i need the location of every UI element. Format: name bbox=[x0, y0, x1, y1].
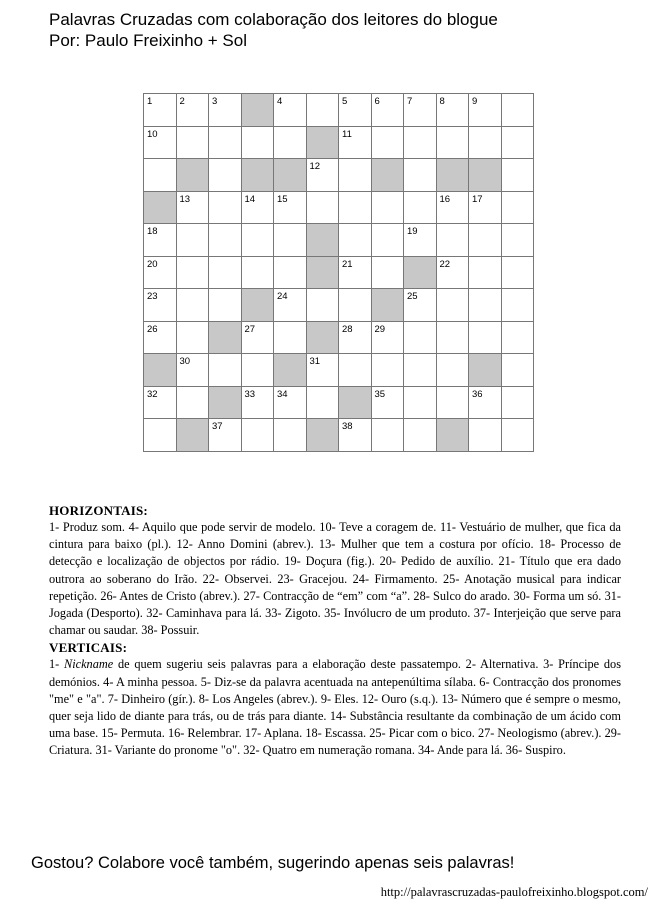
grid-cell-black bbox=[242, 159, 275, 192]
grid-cell[interactable] bbox=[372, 419, 405, 452]
grid-cell[interactable] bbox=[274, 257, 307, 290]
grid-cell[interactable] bbox=[274, 419, 307, 452]
cell-number: 33 bbox=[244, 388, 256, 400]
grid-cell[interactable] bbox=[274, 94, 307, 127]
grid-cell-black bbox=[144, 354, 177, 387]
cell-number: 3 bbox=[212, 96, 218, 107]
grid-cell[interactable] bbox=[209, 127, 242, 160]
grid-cell[interactable] bbox=[339, 322, 372, 355]
grid-cell[interactable] bbox=[502, 257, 535, 290]
cell-number: 2 bbox=[179, 96, 185, 107]
grid-cell-black bbox=[209, 387, 242, 420]
grid-cell[interactable] bbox=[404, 159, 437, 192]
grid-cell[interactable] bbox=[242, 224, 275, 257]
grid-cell[interactable] bbox=[242, 387, 275, 420]
cell-number: 19 bbox=[407, 226, 418, 237]
grid-cell[interactable] bbox=[437, 94, 470, 127]
grid-cell[interactable] bbox=[339, 94, 372, 127]
cell-number: 6 bbox=[374, 96, 380, 107]
grid-cell[interactable] bbox=[404, 127, 437, 160]
grid-cell[interactable] bbox=[502, 127, 535, 160]
footer-message: Gostou? Colabore você também, sugerindo apenas seis palavras! bbox=[31, 854, 515, 872]
grid-cell[interactable] bbox=[469, 257, 502, 290]
grid-cell[interactable] bbox=[209, 354, 242, 387]
grid-cell[interactable] bbox=[307, 159, 340, 192]
grid-cell-black bbox=[177, 159, 210, 192]
grid-cell[interactable] bbox=[242, 127, 275, 160]
cell-number: 14 bbox=[244, 193, 256, 205]
cell-number: 10 bbox=[147, 128, 158, 140]
grid-cell[interactable] bbox=[502, 419, 535, 452]
grid-cell[interactable] bbox=[437, 354, 470, 387]
grid-cell-black bbox=[339, 387, 372, 420]
grid-cell-black bbox=[242, 289, 275, 322]
grid-cell[interactable] bbox=[144, 159, 177, 192]
cell-number: 26 bbox=[147, 323, 158, 335]
grid-cell[interactable] bbox=[372, 127, 405, 160]
cell-number: 28 bbox=[342, 323, 353, 335]
cell-number: 8 bbox=[439, 96, 445, 107]
grid-cell[interactable] bbox=[339, 257, 372, 290]
cell-number: 23 bbox=[147, 291, 158, 302]
cell-number: 12 bbox=[309, 161, 321, 172]
grid-cell[interactable] bbox=[144, 224, 177, 257]
grid-cell[interactable] bbox=[469, 127, 502, 160]
crossword-grid bbox=[143, 93, 534, 452]
grid-cell[interactable] bbox=[242, 419, 275, 452]
cell-number: 17 bbox=[472, 193, 483, 205]
grid-cell[interactable] bbox=[502, 94, 535, 127]
grid-cell[interactable] bbox=[242, 257, 275, 290]
grid-cell[interactable] bbox=[177, 354, 210, 387]
grid-cell-black bbox=[307, 127, 340, 160]
cell-number: 11 bbox=[342, 128, 352, 140]
cell-number: 20 bbox=[147, 258, 158, 270]
grid-cell[interactable] bbox=[437, 192, 470, 225]
grid-cell[interactable] bbox=[372, 354, 405, 387]
grid-cell[interactable] bbox=[404, 387, 437, 420]
grid-cell-black bbox=[469, 159, 502, 192]
cell-number: 38 bbox=[342, 421, 353, 432]
grid-cell[interactable] bbox=[437, 387, 470, 420]
grid-cell[interactable] bbox=[177, 257, 210, 290]
title-line-2: Por: Paulo Freixinho + Sol bbox=[49, 31, 247, 50]
grid-cell[interactable] bbox=[469, 322, 502, 355]
cell-number: 4 bbox=[277, 96, 283, 107]
verticais-first-number: 1- bbox=[49, 657, 60, 672]
cell-number: 34 bbox=[277, 388, 288, 400]
grid-cell[interactable] bbox=[209, 159, 242, 192]
grid-cell[interactable] bbox=[339, 159, 372, 192]
grid-cell[interactable] bbox=[177, 289, 210, 322]
grid-cell[interactable] bbox=[274, 224, 307, 257]
cell-number: 7 bbox=[407, 96, 413, 107]
cell-number: 16 bbox=[439, 193, 451, 205]
title-line-1: Palavras Cruzadas com colaboração dos leitores do blogue bbox=[49, 10, 498, 29]
cell-number: 22 bbox=[439, 258, 451, 270]
grid-cell[interactable] bbox=[339, 192, 372, 225]
grid-cell[interactable] bbox=[404, 354, 437, 387]
grid-cell[interactable] bbox=[437, 127, 470, 160]
grid-cell-black bbox=[307, 224, 340, 257]
grid-cell-black bbox=[372, 289, 405, 322]
grid-cell[interactable] bbox=[469, 192, 502, 225]
grid-cell[interactable] bbox=[274, 127, 307, 160]
grid-cell[interactable] bbox=[339, 224, 372, 257]
grid-cell[interactable] bbox=[144, 387, 177, 420]
grid-cell[interactable] bbox=[339, 419, 372, 452]
grid-cell[interactable] bbox=[307, 192, 340, 225]
grid-cell[interactable] bbox=[372, 257, 405, 290]
grid-cell-black bbox=[177, 419, 210, 452]
grid-cell-black bbox=[242, 94, 275, 127]
grid-cell[interactable] bbox=[144, 322, 177, 355]
grid-cell[interactable] bbox=[209, 289, 242, 322]
grid-cell-black bbox=[307, 322, 340, 355]
grid-cell[interactable] bbox=[437, 322, 470, 355]
grid-cell-black bbox=[307, 257, 340, 290]
grid-cell[interactable] bbox=[469, 224, 502, 257]
grid-cell[interactable] bbox=[372, 192, 405, 225]
cell-number: 15 bbox=[277, 193, 288, 205]
grid-cell[interactable] bbox=[307, 94, 340, 127]
grid-cell-black bbox=[372, 159, 405, 192]
grid-cell[interactable] bbox=[404, 94, 437, 127]
grid-cell-black bbox=[144, 192, 177, 225]
cell-number: 30 bbox=[179, 356, 191, 367]
grid-cell[interactable] bbox=[404, 322, 437, 355]
grid-cell[interactable] bbox=[404, 192, 437, 225]
grid-cell[interactable] bbox=[144, 94, 177, 127]
grid-cell[interactable] bbox=[339, 354, 372, 387]
grid-cell[interactable] bbox=[502, 159, 535, 192]
grid-cell[interactable] bbox=[144, 257, 177, 290]
grid-cell-black bbox=[209, 322, 242, 355]
verticais-clues-text: de quem sugeriu seis palavras para a elaboração deste passatempo. 2- Alternativa. 3- Príncipe dos demónios. 4- A minha pessoa. 5- Diz-se da palavra acentuada na antepenúltima sílaba. 6- Contracção dos pronomes "me" e "a". 7- Dinheiro (gír.). 8- Los Angeles (abrev.). 9- Eles. 12- Ouro (s.q.). 13- Número que é sempre o mesmo, quer seja lido de diante para trás, ou de trás para diante. 14- Substância resultante da combinação de um ácido com uma base. 15- Permuta. 16- Relembrar. 17- Aplana. 18- Escassa. 25- Picar com o bico. 27- Neologismo (abrev.). 29- Criatura. 31- Variante do pronome "o". 32- Quatro em numeração romana. 34- Ande para lá. 36- Suspiro. bbox=[49, 657, 621, 758]
horizontais-clues: 1- Produz som. 4- Aquilo que pode servir de modelo. 10- Teve a coragem de. 11- Vestuário de mulher, que fica da cintura para baixo (pl.). 12- Anno Domini (abrev.). 13- Mulher que tem a costura por ofício. 18- Processo de detecção e localização de objectos por rádio. 19- Doçura (fig.). 20- Pedido de auxílio. 21- Título que era dado outrora ao soberano do Irão. 22- Observei. 23- Gracejou. 24- Firmamento. 25- Anotação musical para indicar repetição. 26- Antes de Cristo (abrev.). 27- Contracção de “em” com “a”. 28- Sulco do arado. 30- Forma um só. 31- Jogada (Desporto). 32- Caminhava para lá. 33- Zigoto. 35- Invólucro de um produto. 37- Interjeição que serve para chamar ou saudar. 38- Possuir. bbox=[49, 520, 621, 638]
grid-cell[interactable] bbox=[177, 224, 210, 257]
grid-cell[interactable] bbox=[372, 94, 405, 127]
cell-number: 21 bbox=[342, 258, 353, 270]
grid-cell[interactable] bbox=[372, 322, 405, 355]
grid-cell-black bbox=[404, 257, 437, 290]
grid-cell[interactable] bbox=[339, 127, 372, 160]
cell-number: 25 bbox=[407, 291, 418, 302]
grid-cell[interactable] bbox=[307, 387, 340, 420]
grid-cell-black bbox=[274, 159, 307, 192]
cell-number: 35 bbox=[374, 388, 386, 400]
cell-number: 24 bbox=[277, 291, 288, 302]
grid-cell[interactable] bbox=[404, 419, 437, 452]
grid-cell-black bbox=[307, 419, 340, 452]
grid-cell[interactable] bbox=[502, 354, 535, 387]
grid-cell[interactable] bbox=[469, 419, 502, 452]
grid-cell[interactable] bbox=[242, 192, 275, 225]
cell-number: 29 bbox=[374, 323, 386, 335]
verticais-clues bbox=[49, 656, 621, 759]
grid-cell[interactable] bbox=[502, 224, 535, 257]
horizontais-heading: HORIZONTAIS: bbox=[49, 503, 148, 518]
grid-cell[interactable] bbox=[274, 289, 307, 322]
cell-number: 5 bbox=[342, 96, 348, 107]
cell-number: 37 bbox=[212, 421, 223, 432]
verticais-first-italic: Nickname bbox=[64, 657, 114, 672]
grid-cell[interactable] bbox=[144, 419, 177, 452]
grid-cell[interactable] bbox=[209, 192, 242, 225]
cell-number: 27 bbox=[244, 323, 256, 335]
grid-cell[interactable] bbox=[209, 257, 242, 290]
page-title bbox=[49, 9, 649, 51]
grid-cell[interactable] bbox=[502, 322, 535, 355]
grid-cell[interactable] bbox=[242, 354, 275, 387]
grid-cell[interactable] bbox=[437, 257, 470, 290]
grid-cell[interactable] bbox=[177, 192, 210, 225]
clues-section bbox=[49, 502, 621, 760]
grid-cell[interactable] bbox=[209, 94, 242, 127]
grid-cell[interactable] bbox=[372, 387, 405, 420]
grid-cell[interactable] bbox=[177, 387, 210, 420]
blog-url-link[interactable]: http://palavrascruzadas-paulofreixinho.blogspot.com/ bbox=[380, 885, 648, 899]
grid-cell[interactable] bbox=[209, 419, 242, 452]
grid-cell-black bbox=[274, 354, 307, 387]
grid-cell[interactable] bbox=[177, 127, 210, 160]
grid-cell[interactable] bbox=[242, 322, 275, 355]
grid-cell[interactable] bbox=[502, 192, 535, 225]
grid-cell[interactable] bbox=[469, 387, 502, 420]
cell-number: 9 bbox=[472, 96, 478, 107]
grid-cell-black bbox=[469, 354, 502, 387]
grid-cell-black bbox=[437, 419, 470, 452]
verticais-heading: VERTICAIS: bbox=[49, 640, 128, 656]
grid-cell[interactable] bbox=[404, 289, 437, 322]
grid-cell[interactable] bbox=[144, 127, 177, 160]
grid-cell[interactable] bbox=[437, 289, 470, 322]
grid-cell[interactable] bbox=[274, 322, 307, 355]
cell-number: 36 bbox=[472, 388, 483, 400]
grid-cell[interactable] bbox=[437, 224, 470, 257]
grid-cell[interactable] bbox=[177, 322, 210, 355]
grid-cell[interactable] bbox=[372, 224, 405, 257]
grid-cell[interactable] bbox=[144, 289, 177, 322]
cell-number: 18 bbox=[147, 226, 158, 237]
grid-cell[interactable] bbox=[274, 192, 307, 225]
grid-cell[interactable] bbox=[502, 289, 535, 322]
grid-cell[interactable] bbox=[502, 387, 535, 420]
grid-cell[interactable] bbox=[177, 94, 210, 127]
grid-cell[interactable] bbox=[307, 289, 340, 322]
cell-number: 1 bbox=[147, 96, 153, 107]
grid-cell[interactable] bbox=[404, 224, 437, 257]
grid-cell[interactable] bbox=[307, 354, 340, 387]
grid-cell[interactable] bbox=[274, 387, 307, 420]
grid-cell[interactable] bbox=[209, 224, 242, 257]
cell-number: 32 bbox=[147, 388, 158, 400]
grid-cell[interactable] bbox=[469, 289, 502, 322]
grid-cell[interactable] bbox=[339, 289, 372, 322]
grid-cell[interactable] bbox=[469, 94, 502, 127]
cell-number: 31 bbox=[309, 356, 321, 367]
grid-cell-black bbox=[437, 159, 470, 192]
cell-number: 13 bbox=[179, 193, 191, 205]
